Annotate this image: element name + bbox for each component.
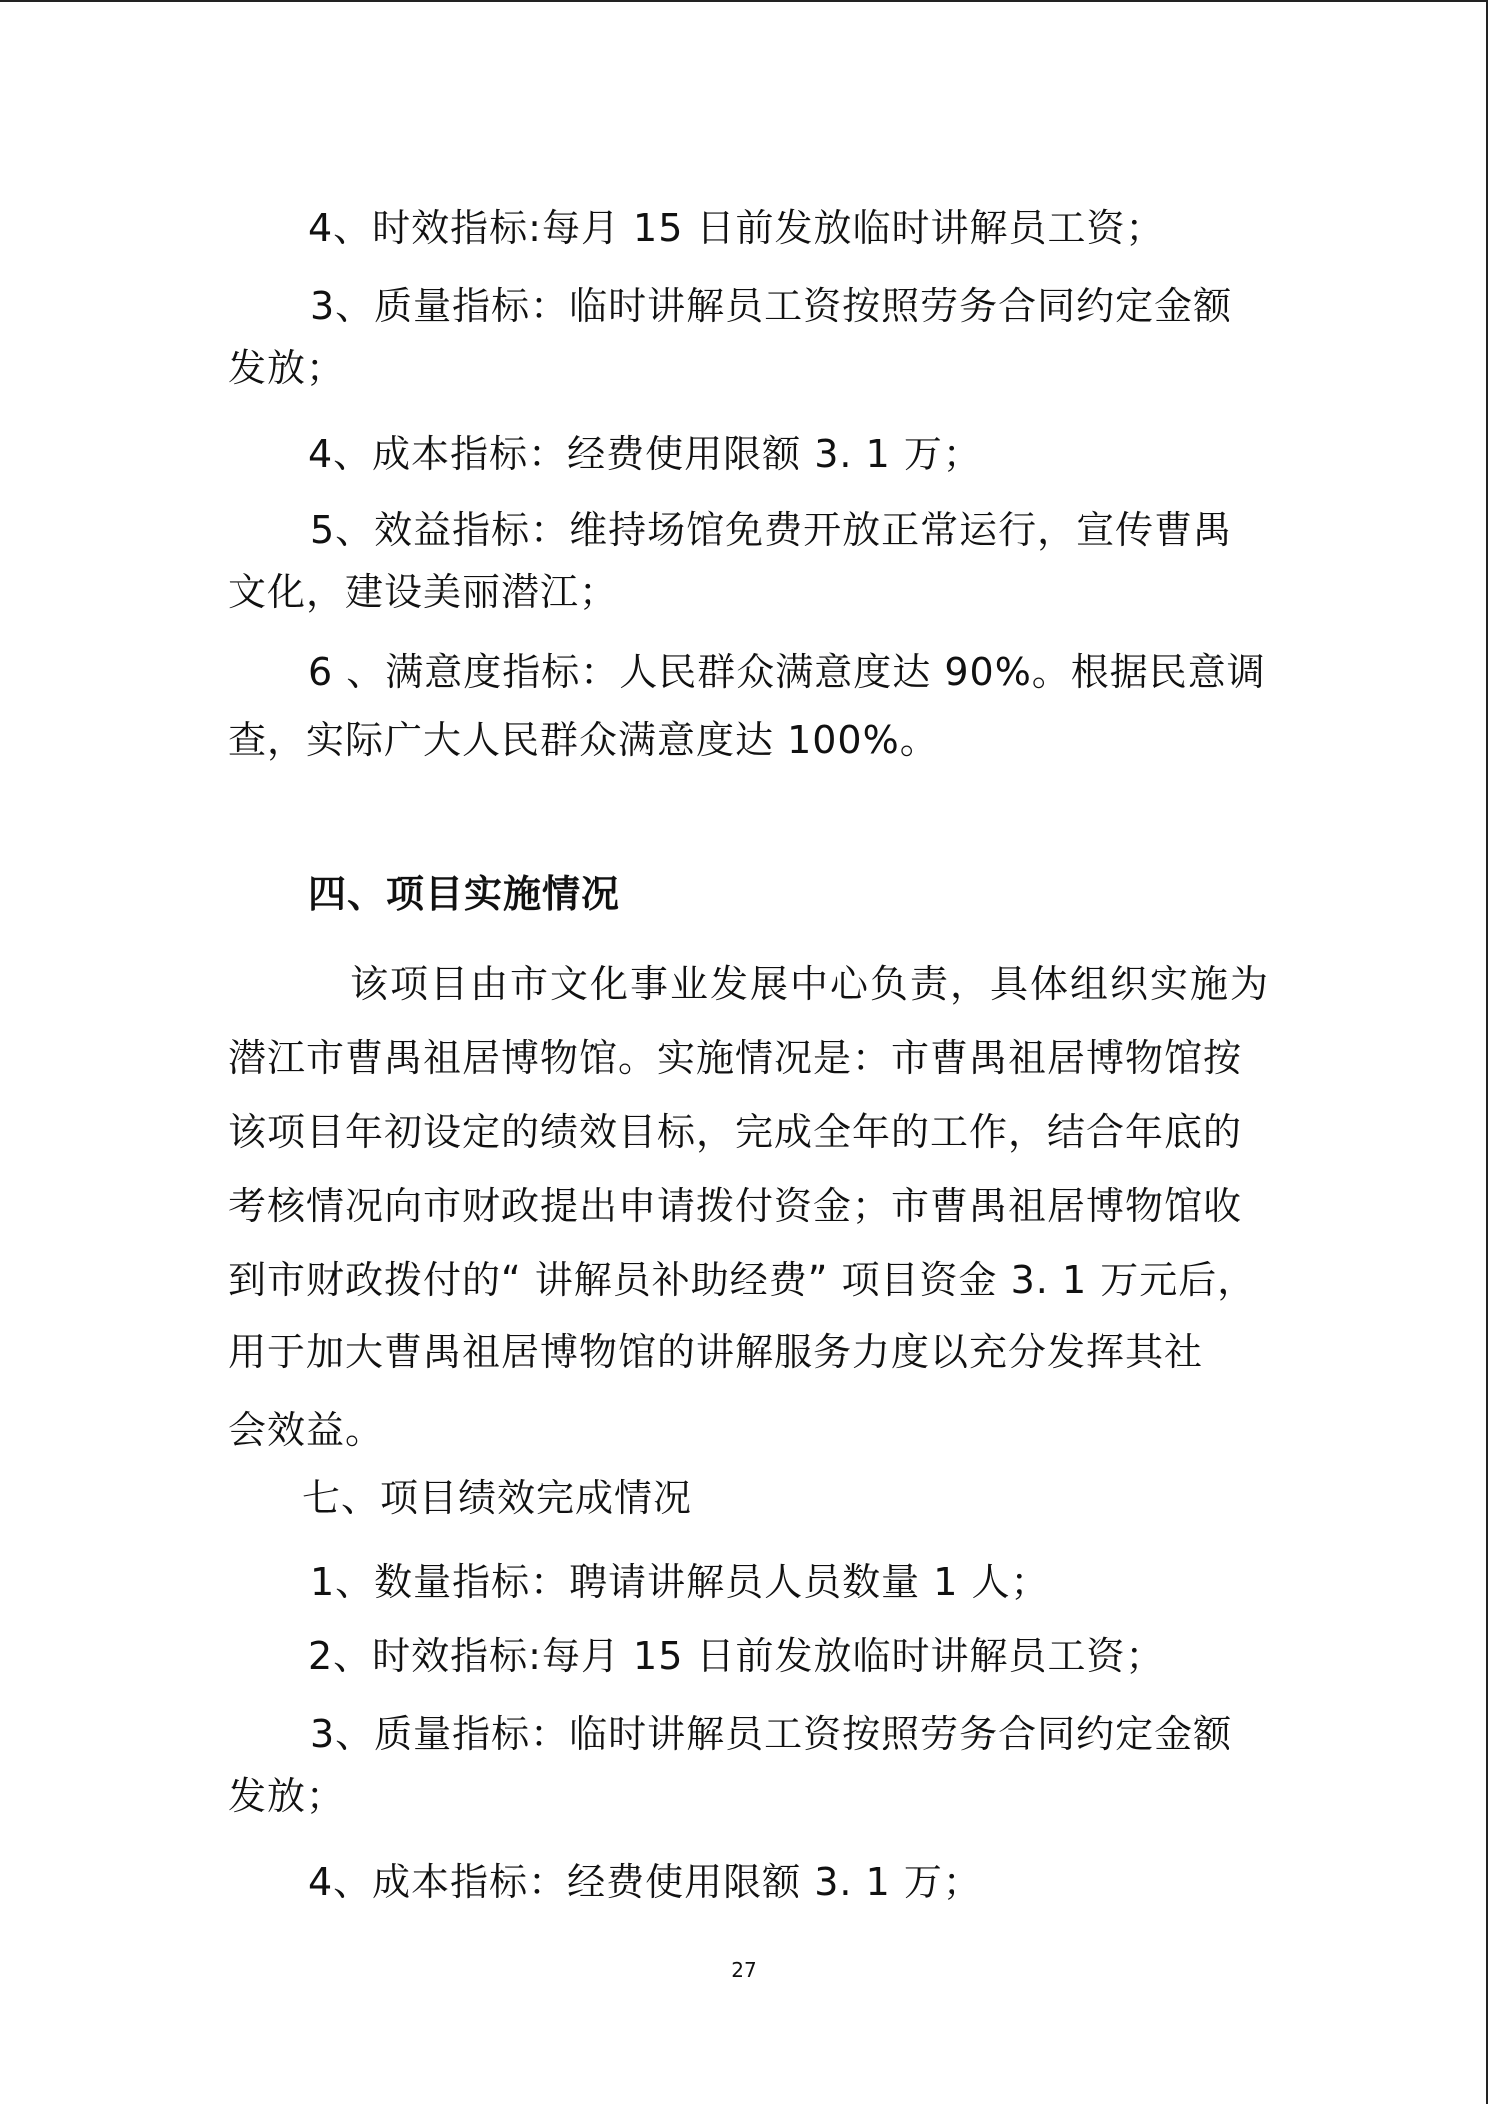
text-line: 5、效益指标：维持场馆免费开放正常运行，宣传曹禺 [310,508,1233,552]
text-line: 2、时效指标:每月 15 日前发放临时讲解员工资； [308,1634,1165,1678]
text-line: 该项目由市文化事业发展中心负责，具体组织实施为 [350,962,1271,1006]
text-line: 4、成本指标：经费使用限额 3. 1 万； [308,432,982,476]
text-line: 文化，建设美丽潜江； [228,570,619,614]
text-line: 3、质量指标：临时讲解员工资按照劳务合同约定金额 [310,284,1233,328]
text-line: 发放； [228,1774,346,1818]
text-line: 4、成本指标：经费使用限额 3. 1 万； [308,1860,982,1904]
text-line: 考核情况向市财政提出申请拨付资金；市曹禺祖居博物馆收 [228,1184,1243,1228]
section-heading: 四、项目实施情况 [308,872,621,916]
text-line: 1、数量指标：聘请讲解员人员数量 1 人； [310,1560,1050,1604]
text-line: 发放； [228,346,346,390]
page-number: 27 [731,1958,757,1982]
text-line: 该项目年初设定的绩效目标，完成全年的工作，结合年底的 [228,1110,1243,1154]
text-line: 3、质量指标：临时讲解员工资按照劳务合同约定金额 [310,1712,1233,1756]
page-top-edge [0,0,1488,2]
text-line: 会效益。 [228,1408,385,1452]
text-line: 4、时效指标:每月 15 日前发放临时讲解员工资； [308,206,1165,250]
text-line: 用于加大曹禺祖居博物馆的讲解服务力度以充分发挥其社 [228,1330,1204,1374]
text-line: 6 、满意度指标：人民群众满意度达 90%。根据民意调 [308,650,1266,694]
text-line: 潜江市曹禺祖居博物馆。实施情况是：市曹禺祖居博物馆按 [228,1036,1243,1080]
section-heading: 七、项目绩效完成情况 [302,1476,693,1520]
text-line: 到市财政拨付的“ 讲解员补助经费” 项目资金 3. 1 万元后， [228,1258,1257,1302]
text-line: 查，实际广大人民群众满意度达 100%。 [228,718,939,762]
